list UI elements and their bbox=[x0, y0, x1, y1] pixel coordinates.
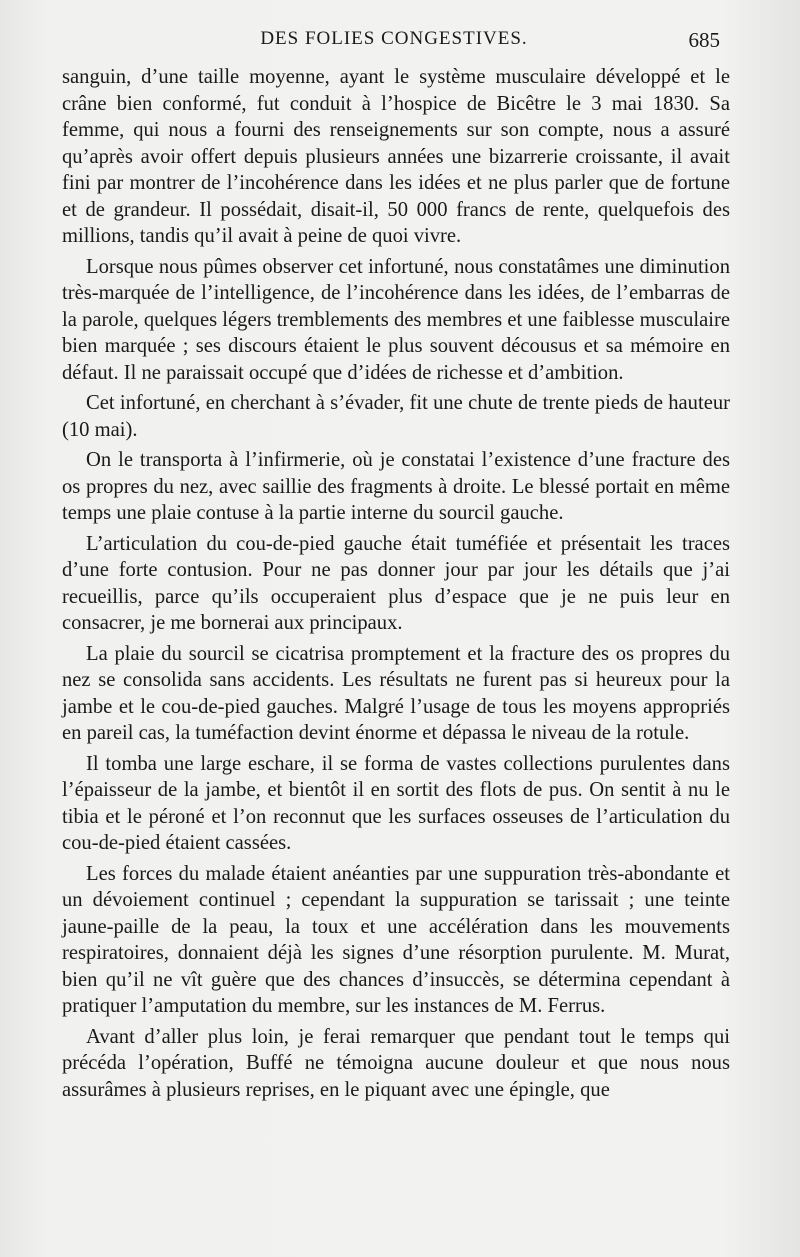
page-body bbox=[62, 64, 730, 1107]
paragraph-9: Avant d’aller plus loin, je ferai remarquer que pendant tout le temps qui précéda l’opération, Buffé ne témoigna aucune douleur et que nous nous assurâmes à plusieurs reprises, en le piquant avec une épingle, que bbox=[62, 1025, 730, 1101]
paragraph-2: Lorsque nous pûmes observer cet infortuné, nous constatâmes une diminution très-marquée de l’intelligence, de l’incohérence dans les idées, de l’embarras de la parole, quelques légers tremblements des membres et une faiblesse musculaire bien marquée ; ses discours étaient le plus souvent décousus et sa mémoire en défaut. Il ne paraissait occupé que d’idées de richesse et d’ambition. bbox=[62, 255, 730, 384]
page-header bbox=[62, 28, 726, 58]
page-number: 685 bbox=[688, 28, 720, 52]
paragraph-1: sanguin, d’une taille moyenne, ayant le système musculaire développé et le crâne bien conformé, fut conduit à l’hospice de Bicêtre le 3 mai 1830. Sa femme, qui nous a fourni des renseignements sur son compte, nous a assuré qu’après avoir offert depuis plusieurs années une bizarrerie croissante, il avait fini par montrer de l’incohérence dans les idées et ne plus parler que de fortune et de grandeur. Il possédait, disait-il, 50 000 francs de rente, quelquefois des millions, tandis qu’il avait à peine de quoi vivre. bbox=[62, 66, 730, 247]
paragraph-8: Les forces du malade étaient anéanties par une suppuration très-abondante et un dévoiement continuel ; cependant la suppuration se tarissait ; une teinte jaune-paille de la peau, la toux et une accélération dans les mouvements respiratoires, donnaient déjà les signes d’une résorption purulente. M. Murat, bien qu’il ne vît guère que des chances d’insuccès, se détermina cependant à pratiquer l’amputation du membre, sur les instances de M. Ferrus. bbox=[62, 862, 730, 1017]
paragraph-6: La plaie du sourcil se cicatrisa promptement et la fracture des os propres du nez se consolida sans accidents. Les résultats ne furent pas si heureux pour la jambe et le cou-de-pied gauches. Malgré l’usage de tous les moyens appropriés en pareil cas, la tuméfaction devint énorme et dépassa le niveau de la rotule. bbox=[62, 642, 730, 744]
paragraph-7: Il tomba une large eschare, il se forma de vastes collections purulentes dans l’épaisseur de la jambe, et bientôt il en sortit des flots de pus. On sentit à nu le tibia et le péroné et l’on reconnut que les surfaces osseuses de l’articulation du cou-de-pied étaient cassées. bbox=[62, 752, 730, 854]
paragraph-5: L’articulation du cou-de-pied gauche était tuméfiée et présentait les traces d’une forte contusion. Pour ne pas donner jour par jour les détails que j’ai recueillis, parce qu’ils occuperaient plus d’espace que je ne puis leur en consacrer, je me bornerai aux principaux. bbox=[62, 532, 730, 634]
running-title: DES FOLIES CONGESTIVES. bbox=[260, 28, 528, 49]
paragraph-4: On le transporta à l’infirmerie, où je constatai l’existence d’une fracture des os propres du nez, avec saillie des fragments à droite. Le blessé portait en même temps une plaie contuse à la partie interne du sourcil gauche. bbox=[62, 449, 730, 524]
paragraph-3: Cet infortuné, en cherchant à s’évader, fit une chute de trente pieds de hauteur (10 mai). bbox=[62, 392, 730, 441]
